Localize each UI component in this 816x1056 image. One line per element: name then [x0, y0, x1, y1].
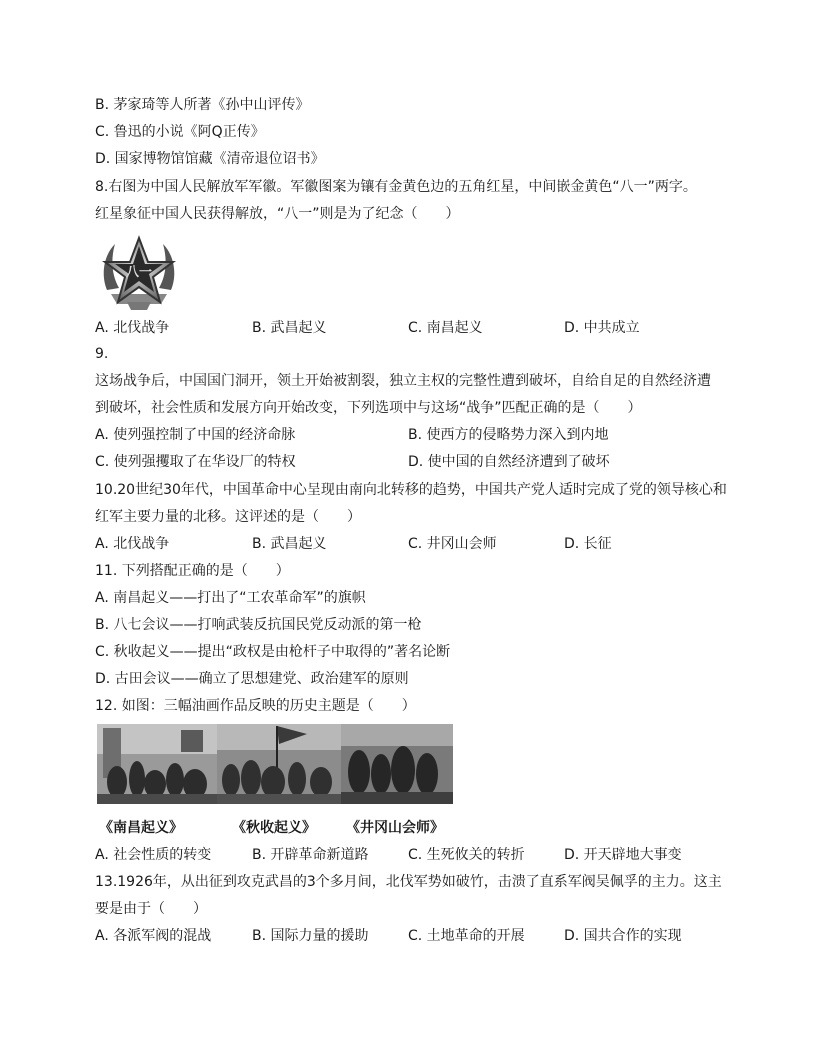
q11-stem: 11. 下列搭配正确的是（ ）: [95, 563, 290, 579]
q7-option-b: B. 茅家琦等人所著《孙中山评传》: [95, 97, 310, 113]
q8-option-a: A. 北伐战争: [95, 320, 170, 336]
q8-option-c: C. 南昌起义: [408, 320, 483, 336]
painting-nanchang-uprising: [97, 724, 217, 804]
q10-stem-line2: 红军主要力量的北移。这评述的是（ ）: [95, 509, 361, 525]
q13-stem-line2: 要是由于（ ）: [95, 901, 207, 917]
q11-option-d: D. 古田会议——确立了思想建党、政治建军的原则: [95, 671, 409, 687]
q9-option-d: D. 使中国的自然经济遭到了破坏: [408, 454, 610, 470]
q11-option-b: B. 八七会议——打响武装反抗国民党反动派的第一枪: [95, 617, 422, 633]
q7-option-d: D. 国家博物馆馆藏《清帝退位诏书》: [95, 151, 325, 167]
q9-stem-line1: 这场战争后，中国国门洞开，领土开始被割裂，独立主权的完整性遭到破坏，自给自足的自然经济遭: [95, 373, 711, 389]
q9-number: 9.: [95, 346, 109, 362]
caption-qiushou: 《秋收起义》: [232, 820, 316, 836]
q10-option-a: A. 北伐战争: [95, 536, 170, 552]
q13-stem-line1: 13.1926年，从出征到攻克武昌的3个多月间，北伐军势如破竹，击溃了直系军阀吴佩孚的主力。这主: [95, 874, 722, 890]
q13-option-d: D. 国共合作的实现: [564, 928, 682, 944]
caption-jinggangshan: 《井冈山会师》: [346, 820, 444, 836]
q11-option-a: A. 南昌起义——打出了“工农革命军”的旗帜: [95, 590, 366, 606]
q9-option-b: B. 使西方的侵略势力深入到内地: [408, 427, 609, 443]
q13-option-c: C. 土地革命的开展: [408, 928, 525, 944]
q12-option-c: C. 生死攸关的转折: [408, 847, 525, 863]
q7-option-c: C. 鲁迅的小说《阿Q正传》: [95, 124, 265, 140]
q8-option-b: B. 武昌起义: [252, 320, 327, 336]
q12-stem: 12. 如图：三幅油画作品反映的历史主题是（ ）: [95, 698, 416, 714]
q10-option-d: D. 长征: [564, 536, 612, 552]
q11-option-c: C. 秋收起义——提出“政权是由枪杆子中取得的”著名论断: [95, 644, 451, 660]
caption-nanchang: 《南昌起义》: [99, 820, 183, 836]
q8-stem-line1: 8.右图为中国人民解放军军徽。军徽图案为镶有金黄色边的五角红星，中间嵌金黄色“八一”两字。: [95, 179, 697, 195]
emblem-bayi-text: 八一: [125, 265, 153, 280]
q12-option-d: D. 开天辟地大事变: [564, 847, 682, 863]
q13-option-b: B. 国际力量的援助: [252, 928, 369, 944]
painting-jinggangshan-meeting: [341, 724, 453, 804]
q12-option-a: A. 社会性质的转变: [95, 847, 212, 863]
q12-option-b: B. 开辟革命新道路: [252, 847, 369, 863]
q9-option-a: A. 使列强控制了中国的经济命脉: [95, 427, 296, 443]
painting-autumn-harvest-uprising: [217, 724, 341, 804]
q8-option-d: D. 中共成立: [564, 320, 640, 336]
q10-stem-line1: 10.20世纪30年代，中国革命中心呈现由南向北转移的趋势，中国共产党人适时完成了党的领导核心和: [95, 482, 727, 498]
q10-option-c: C. 井冈山会师: [408, 536, 497, 552]
q9-stem-line2: 到破坏，社会性质和发展方向开始改变，下列选项中与这场“战争”匹配正确的是（ ）: [95, 400, 642, 416]
q9-option-c: C. 使列强攫取了在华设厂的特权: [95, 454, 296, 470]
q8-stem-line2: 红星象征中国人民获得解放，“八一”则是为了纪念（ ）: [95, 206, 460, 222]
army-emblem-image: [97, 232, 181, 312]
q13-option-a: A. 各派军阀的混战: [95, 928, 212, 944]
q10-option-b: B. 武昌起义: [252, 536, 327, 552]
